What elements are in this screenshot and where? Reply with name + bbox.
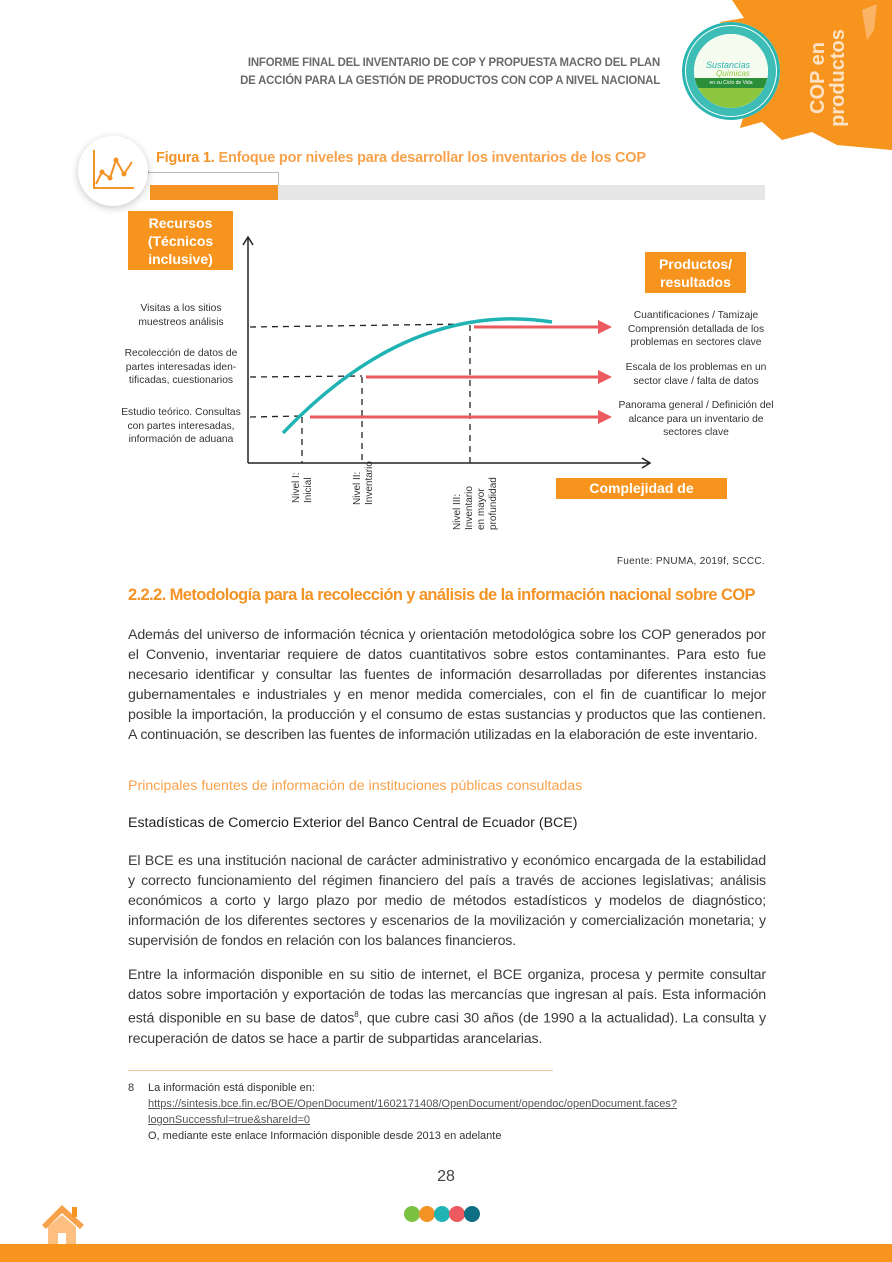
level-3-line4: profundidad [488, 477, 499, 530]
dot-orange [419, 1206, 435, 1222]
level-2-line2: Inventario [364, 461, 375, 505]
dot-teal [434, 1206, 450, 1222]
figure-source: Fuente: PNUMA, 2019f, SCCC. [616, 556, 765, 567]
results-label-box: Productos/ resultados [645, 252, 746, 293]
result-label-2: Escala de los problemas en un sector clave / falta de datos [625, 362, 767, 387]
resource-label-2: Recolección de datos de partes interesadas iden-tificadas, cuestionarios [124, 348, 238, 386]
level-3-line2: Inventario [464, 486, 475, 530]
level-1-line2: Inicial [303, 477, 314, 503]
level-3-line3: en mayor [476, 488, 487, 530]
resource-label-3: Visitas a los sitios muestreos análisis [138, 303, 224, 328]
level-2-label [352, 461, 376, 505]
result-label-3: Cuantificaciones / Tamizaje Comprensión detallada de los problemas en sectores clave [627, 310, 765, 348]
y-axis-label-box: Recursos (Técnicos inclusive) [128, 211, 233, 270]
level-3-line1: Nivel III: [452, 493, 463, 530]
logo-band-text: en su Ciclo de Vida [694, 78, 768, 88]
page-number: 28 [437, 1168, 455, 1185]
subheading-sources: Principales fuentes de información de instituciones públicas consultadas [128, 778, 583, 794]
footnote-divider [128, 1070, 553, 1071]
level-1-line1: Nivel I: [291, 472, 302, 503]
subheading-bce: Estadísticas de Comercio Exterior del Banco Central de Ecuador (BCE) [128, 815, 578, 831]
paragraph-bce-data [128, 965, 766, 1049]
result-label-1: Panorama general / Definición del alcance para un inventario de sectores clave [618, 400, 774, 438]
header-line-2: DE ACCIÓN PARA LA GESTIÓN DE PRODUCTOS CON COP A NIVEL NACIONAL [240, 73, 660, 87]
figure-title: Enfoque por niveles para desarrollar los inventarios de los COP [218, 150, 646, 166]
logo-text-2: Químicas [716, 69, 750, 78]
home-icon[interactable] [40, 1205, 88, 1245]
footnote-ref[interactable]: 8 [354, 1010, 359, 1019]
level-2-line1: Nivel II: [352, 471, 363, 505]
header-line-1: INFORME FINAL DEL INVENTARIO DE COP Y PROPUESTA MACRO DEL PLAN [247, 55, 660, 69]
x-axis-label-box: Complejidad de inventario [556, 478, 727, 499]
arrowhead-level-3 [598, 320, 612, 334]
dashed-guides [250, 324, 470, 463]
arrowhead-level-1 [598, 410, 612, 424]
logo-text-1: Sustancias [706, 60, 751, 70]
section-heading: 2.2.2. Metodología para la recolección y análisis de la información nacional sobre COP [128, 586, 755, 604]
footnote-text-2: O, mediante este enlace Información disponible desde 2013 en adelante [148, 1130, 502, 1142]
dot-navy [464, 1206, 480, 1222]
footnote-text: La información está disponible en: [148, 1082, 315, 1094]
paragraph-text-b: , que cubre casi 30 años (de 1990 a la actualidad). La consulta y recuperación de datos se hace a partir de subpartidas arancelarias. [128, 1010, 766, 1047]
resource-label-1: Estudio teórico. Consultas con partes interesadas, información de aduana [121, 407, 241, 445]
paragraph-intro: Además del universo de información técnica y orientación metodológica sobre los COP generados por el Convenio, inventariar requiere de datos cuantitativos sobre estos contaminantes. Para esto fue necesario identificar y consultar las fuentes de información desarrolladas por diferentes instancias gubernamentales e industriales y en menor medida comerciales, con el fin de cuantificar lo mejor posible la importación, la producción y el consumo de estas sustancias y productos que las contienen. A continuación, se describen las fuentes de información utilizadas en la elaboración de este inventario. [128, 627, 766, 743]
dot-red [449, 1206, 465, 1222]
paragraph-bce: El BCE es una institución nacional de carácter administrativo y económico encargada de la estabilidad y correcto funcionamiento del régimen financiero del país a través de acciones legislativas; análisis económicos a corto y largo plazo por medio de métodos estadísticos y modelos de diagnóstico; información de los diferentes sectores y escenarios de la movilización y comercialización monetaria; y supervisión de fondos en relación con los balances financieros. [128, 853, 766, 949]
level-1-label [291, 472, 315, 503]
footnote [128, 1080, 768, 1142]
side-tab-label: COP en productos [807, 29, 849, 127]
arrowhead-level-2 [598, 370, 612, 384]
footnote-number: 8 [128, 1082, 135, 1094]
color-dots-decoration [404, 1206, 479, 1222]
levels-diagram [0, 0, 892, 560]
dot-green [404, 1206, 420, 1222]
paragraph-text-a: Entre la información disponible en su sitio de internet, el BCE organiza, procesa y permite consultar datos sobre importación y exportación de todas las mercancías que ingresan al país. Esta información está disponible en su base de datos [128, 967, 766, 1027]
figure-number: Figura 1. [156, 150, 215, 166]
level-3-label [452, 477, 500, 530]
footnote-link[interactable]: https://sintesis.bce.fin.ec/BOE/OpenDocument/1602171408/OpenDocument/opendoc/openDocument.faces?logonSuccessful=true&shareId=0 [148, 1098, 677, 1126]
footer-bar [0, 1244, 892, 1262]
